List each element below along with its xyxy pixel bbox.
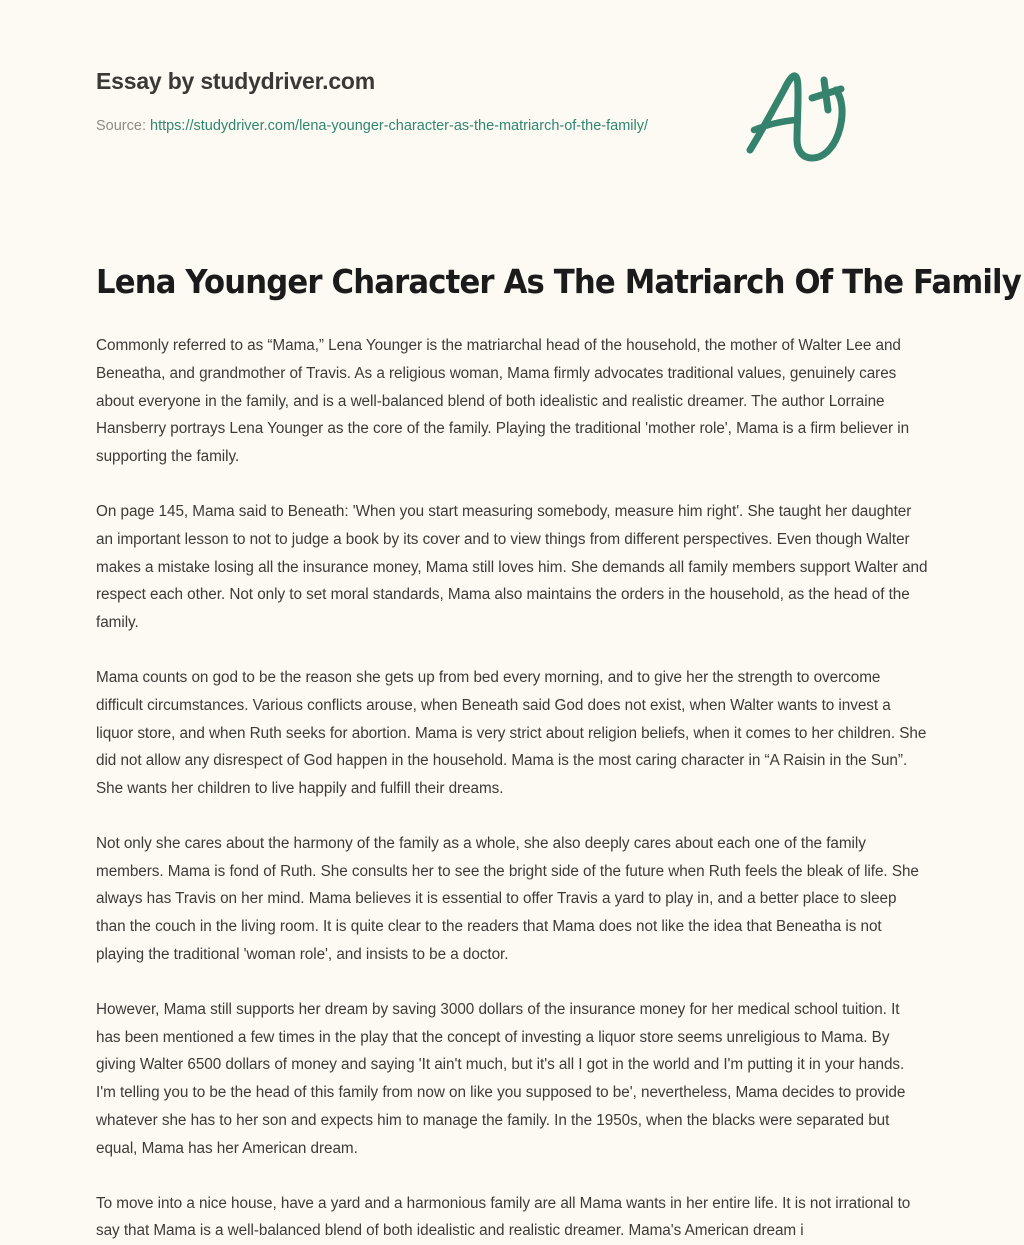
- essay-body: [96, 301, 928, 1245]
- source-label: Source:: [96, 117, 150, 134]
- paragraph: Mama counts on god to be the reason she gets up from bed every morning, and to give her the strength to overcome difficult circumstances. Various conflicts arouse, when Beneath said God does not exist, when Walter wants to invest a liquor store, and when Ruth seeks for abortion. Mama is very strict about religion beliefs, when it comes to her children. She did not allow any disrespect of God happen in the household. Mama is the most caring character in “A Raisin in the Sun”. She wants her children to live happily and fulfill their dreams.: [96, 668, 927, 798]
- studydriver-a-plus-logo-icon: [740, 62, 866, 168]
- paragraph: Not only she cares about the harmony of the family as a whole, she also deeply cares about each one of the family members. Mama is fond of Ruth. She consults her to see the bright side of the future when Ruth feels the bleak of life. She always has Travis on her mind. Mama believes it is essential to offer Travis a yard to play in, and a better place to sleep than the couch in the living room. It is quite clear to the readers that Mama does not like the idea that Beneatha is not playing the traditional 'woman role', and insists to be a doctor.: [96, 834, 919, 964]
- paragraph: However, Mama still supports her dream by saving 3000 dollars of the insurance money for her medical school tuition. It has been mentioned a few times in the play that the concept of investing a liquor store seems unreligious to Mama. By giving Walter 6500 dollars of money and saying 'It ain't much, but it's all I got in the world and I'm putting it in your hands. I'm telling you to be the head of this family from now on like you supposed to be', nevertheless, Mama decides to provide whatever she has to her son and expects him to manage the family. In the 1950s, when the blacks were separated but equal, Mama has her American dream.: [96, 1000, 906, 1157]
- paragraph: To move into a nice house, have a yard and a harmonious family are all Mama wants in her entire life. It is not irrational to say that Mama is a well-balanced blend of both idealistic and realistic dreamer. Mama's American dream i: [96, 1194, 911, 1240]
- source-url-link[interactable]: https://studydriver.com/lena-younger-character-as-the-matriarch-of-the-family/: [150, 117, 649, 134]
- essay-byline: Essay by studydriver.com: [96, 68, 376, 94]
- header-text-group: [96, 68, 836, 135]
- paragraph: Commonly referred to as “Mama,” Lena Younger is the matriarchal head of the household, the mother of Walter Lee and Beneatha, and grandmother of Travis. As a religious woman, Mama firmly advocates traditional values, genuinely cares about everyone in the family, and is a well-balanced blend of both idealistic and realistic dreamer. The author Lorraine Hansberry portrays Lena Younger as the core of the family. Playing the traditional 'mother role', Mama is a firm believer in supporting the family.: [96, 336, 910, 466]
- page-header: [96, 0, 928, 178]
- page-title: Lena Younger Character As The Matriarch Of The Family: [96, 262, 1021, 301]
- source-line: [96, 117, 836, 136]
- paragraph: On page 145, Mama said to Beneath: 'When you start measuring somebody, measure him right'. She taught her daughter an important lesson to not to judge a book by its cover and to view things from different perspectives. Even though Walter makes a mistake losing all the insurance money, Mama still loves him. She demands all family members support Walter and respect each other. Not only to set moral standards, Mama also maintains the orders in the household, as the head of the family.: [96, 502, 928, 632]
